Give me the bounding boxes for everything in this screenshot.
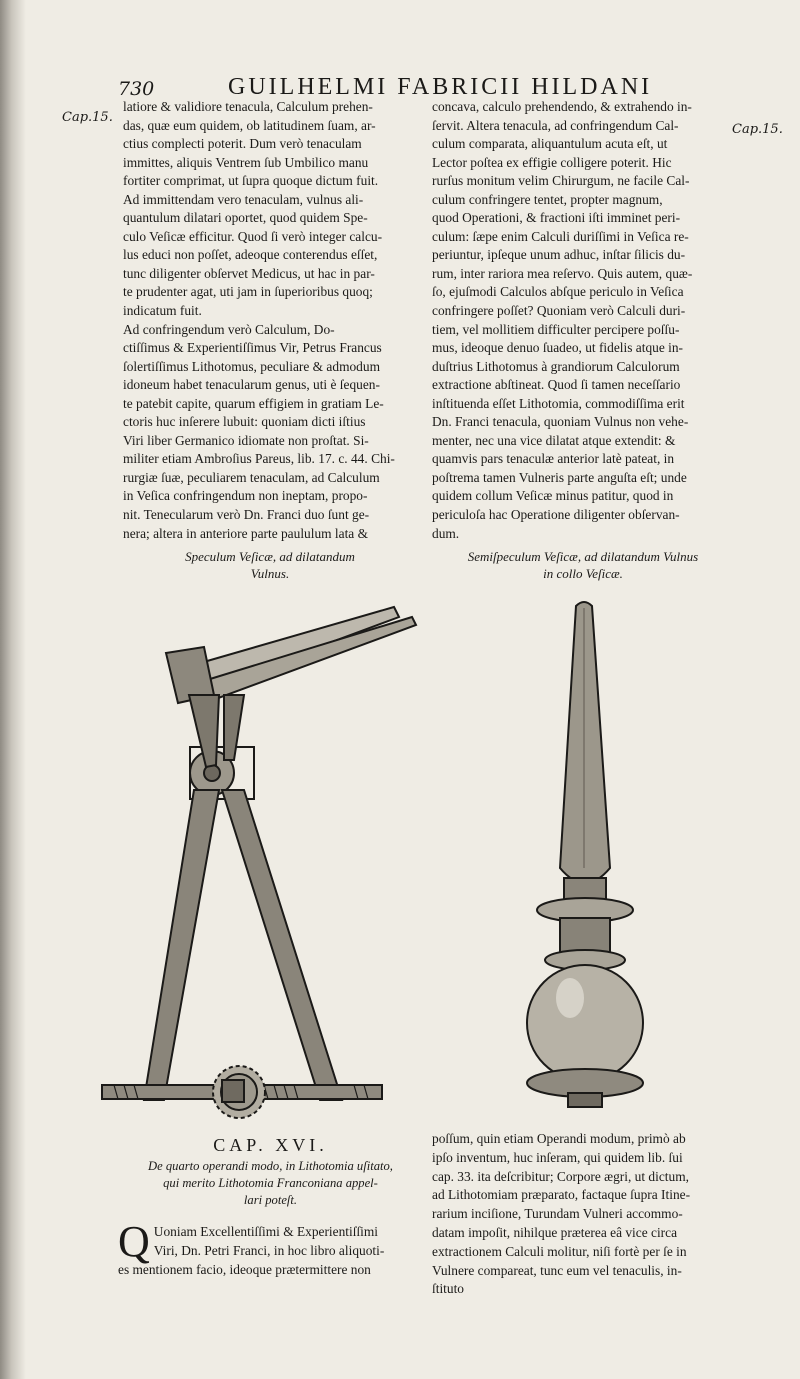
chapter-opening-text [118,1217,423,1279]
text-line: lus educi non poſſet, adeoque conterendus eſſet, [123,247,378,263]
caption-right-line2: in collo Veſicæ. [543,566,623,581]
text-line: rurgiæ ſuæ, peculiarem tenaculam, ad Calculum [123,469,380,485]
text-line: militer etiam Ambroſius Pareus, lib. 17. c. 44. Chi- [123,451,395,467]
caption-right-line1: Semiſpeculum Veſicæ, ad dilatandum Vulnus [467,549,699,564]
chapter-subtitle-line2: qui merito Lithotomia Franconiana appel- [163,1176,378,1190]
text-line: idoneum habet tenacularum genus, uti è ſequen- [123,377,380,393]
text-line: te patebit capite, quarum effigiem in gratiam Le- [123,395,384,411]
figure-caption-right [438,548,728,582]
text-line: poſſum, quin etiam Operandi modum, primò ab [432,1131,686,1146]
opening-line1: Uoniam Excellentiſſimi & Experientiſſimi [153,1224,379,1239]
text-line: ctiſſimus & Experientiſſimus Vir, Petrus Francus [123,340,382,356]
text-line: rarium inciſione, Turundam Vulneri accommo- [432,1206,683,1222]
text-line: quamvis pars tenaculæ anterior latè pateat, in [432,451,675,467]
text-line: duſtrius Lithotomus à grandiorum Calculorum [432,358,680,374]
text-line: menter, nec una vice dilatat atque extendit: & [432,432,676,448]
text-line: datam impoſit, nihilque præterea eâ vice circa [432,1224,678,1240]
page-number: 730 [118,78,155,100]
speculum-illustration [94,595,424,1135]
chapter-subtitle-line1: De quarto operandi modo, in Lithotomia uſitato, [148,1159,393,1173]
text-line: quod Operationi, & fractioni iſti imminet peri- [432,210,681,226]
text-line: ſo, ejuſmodi Calculos abſque periculo in Veſica [432,284,684,300]
text-line: confringere poſſet? Quoniam verò Calculi duri- [432,303,686,319]
text-line: ad Lithotomiam præparato, factaque ſupra Itine- [432,1187,691,1203]
text-line: dum. [432,525,460,541]
text-line: ctoris huc inſerere lubuit: quoniam dicti iſtius [123,414,366,430]
chapter-heading [118,1135,423,1209]
right-text-column [432,98,730,543]
opening-line2: Viri, Dn. Petri Franci, in hoc libro aliquoti- [153,1243,385,1258]
chapter-subtitle-line3: lari poteſt. [243,1193,298,1207]
text-line: fortiter comprimat, ut ſupra quoque dictum fuit. [123,173,379,189]
text-line: in Veſica confringendum non ineptam, propo- [123,488,368,504]
text-line: rurſus monitum velim Chirurgum, ne facile Cal- [432,173,690,189]
text-line: extractionem Calculi molitur, niſi fortè per ſe in [432,1243,687,1259]
text-line: periculoſa hac Operatione diligenter obſervan- [432,507,680,523]
caption-left-line2: Vulnus. [250,566,290,581]
text-line: extractione abſtineat. Quod ſi tamen neceſſario [432,377,681,393]
text-line: poſtrema tamen Vulneris parte anguſta eſt; unde [432,469,687,485]
text-line: culum: ſæpe enim Calculi duriſſimi in Veſica re- [432,228,689,244]
semispeculum-illustration [510,598,660,1120]
text-line: Ad confringendum verò Calculum, Do- [123,321,335,337]
caption-left-line1: Speculum Veſicæ, ad dilatandum [185,549,355,564]
text-line: ipſo inventum, huc inſeram, qui quidem lib. ſui [432,1149,683,1165]
text-line: concava, calculo prehendendo, & extrahendo in- [432,99,692,114]
text-line: tunc diligenter obſervet Medicus, ut hac in par- [123,265,375,281]
opening-line3: es mentionem facio, ideoque prætermittere non [118,1262,371,1277]
text-line: Dn. Franci tenacula, quoniam Vulnus non vehe- [432,414,689,430]
text-line: quidem collum Veſicæ minus patitur, quod in [432,488,674,504]
margin-note-left: Cap.15. [62,110,113,125]
text-line: culum comparata, aliquantulum acuta eſt, ut [432,136,668,152]
text-line: rum, inter rariora mea reſervo. Quis autem, quæ- [432,265,693,281]
text-line: te prudenter agat, uti jam in ſuperioribus quoq; [123,284,373,300]
text-line: ſervit. Altera tenacula, ad confringendum Cal- [432,117,679,133]
text-line: quantulum dilatari oportet, quod quidem Spe- [123,210,368,226]
text-line: cap. 33. ita deſcribitur; Corpore ægri, ut dictum, [432,1168,689,1184]
text-line: Viri liber Germanico idiomate non proſtat. Si- [123,432,369,448]
page-gutter-shadow [0,0,26,1379]
text-line: nit. Tenecularum verò Dn. Franci duo ſunt ge- [123,507,370,523]
text-line: latiore & validiore tenacula, Calculum prehen- [123,99,373,114]
text-line: tiem, vel mollitiem difficulter percipere poſſu- [432,321,680,337]
text-line: das, quæ eum quidem, ob latitudinem ſuam, ar- [123,117,376,133]
text-line: ſtituto [432,1281,464,1297]
margin-note-right: Cap.15. [732,122,783,137]
text-line: culo Veſicæ efficitur. Quod ſi verò integer calcu- [123,228,383,244]
text-line: Ad immittendam vero tenaculam, vulnus ali- [123,191,364,207]
text-line: indicatum fuit. [123,303,202,319]
drop-cap: Q [118,1217,150,1266]
text-line: immittes, aliquis Ventrem ſub Umbilico manu [123,154,369,170]
chapter-title: CAP. XVI. [213,1135,328,1155]
text-line: periuntur, ipſeque unum adhuc, inſtar ſilicis du- [432,247,686,263]
running-head: GUILHELMI FABRICII HILDANI [228,74,653,100]
text-line: inſtituenda eſſet Lithotomia, commodiſſima erit [432,395,685,411]
text-line: Vulnere compareat, tunc eum vel tenaculis, in- [432,1262,682,1278]
text-line: culum confringere tentet, propter magnum, [432,191,663,207]
text-line: ctius complecti poterit. Dum verò tenaculam [123,136,362,152]
bottom-right-text-column [432,1130,730,1299]
figure-caption-left [140,548,400,582]
left-text-column [123,98,423,543]
chapter-subtitle [118,1158,423,1209]
text-line: mus, ideoque denuo ſuadeo, ut fidelis atque in- [432,340,684,356]
text-line: nera; altera in anteriore parte paululum lata & [123,525,369,541]
text-line: ſolertiſſimus Lithotomus, peculiare & admodum [123,358,380,374]
text-line: Lector poſtea ex effigie colligere poterit. Hic [432,154,672,170]
